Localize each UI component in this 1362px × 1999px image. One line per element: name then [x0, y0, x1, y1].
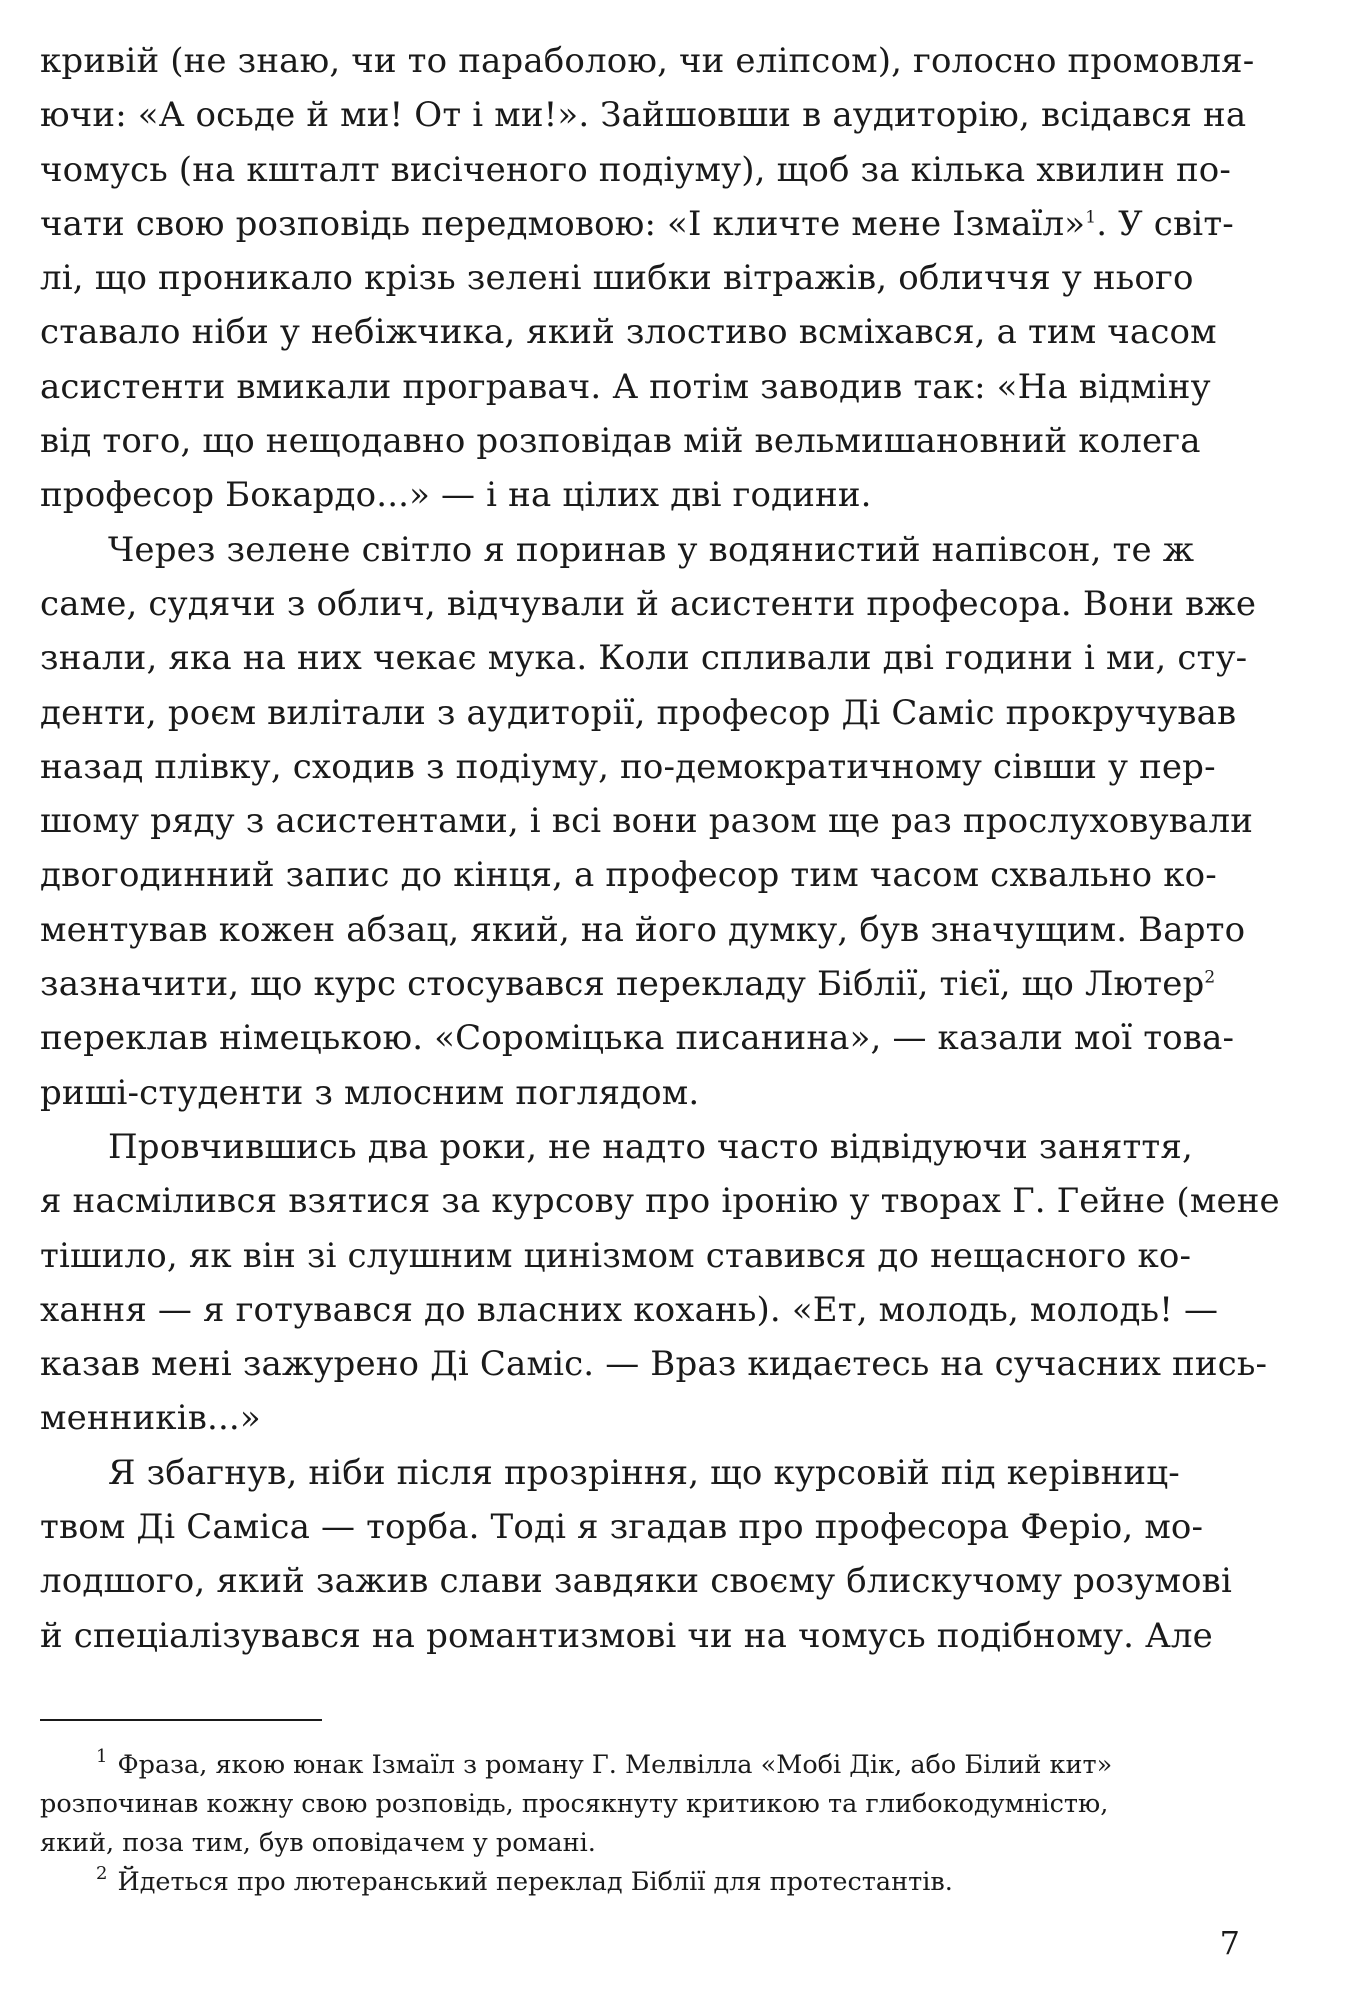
text-line-content: шому ряду з асистентами, і всі вони разом ще раз прослуховували	[40, 801, 1254, 842]
text-line	[40, 1229, 1240, 1283]
text-line-content: лі, що проникало крізь зелені шибки вітражів, обличчя у нього	[40, 258, 1194, 299]
text-line-content: твом Ді Саміса — торба. Тоді я згадав про професора Феріо, мо-	[40, 1507, 1204, 1548]
footnote-text: Йдеться про лютеранський переклад Біблії для протестантів.	[117, 1867, 953, 1897]
text-line-content: казав мені зажурено Ді Саміс. — Враз кидаєтесь на сучасних пись-	[40, 1344, 1268, 1385]
text-line	[40, 88, 1247, 142]
text-line-content: переклав німецькою. «Сороміцька писанина», — казали мої това-	[40, 1018, 1235, 1059]
text-line	[40, 1011, 1240, 1065]
text-line	[40, 1554, 1240, 1608]
text-line	[40, 1609, 1240, 1663]
text-line	[40, 34, 1255, 88]
text-line-content: Через зелене світло я поринав у водянистий напівсон, те ж	[108, 529, 1195, 570]
text-line	[40, 1066, 1240, 1120]
footnote-reference: 2	[1204, 967, 1216, 988]
text-line-content: лодшого, який зажив слави завдяки своєму блискучому розумові	[40, 1561, 1232, 1602]
text-line	[40, 305, 1240, 359]
text-line	[40, 740, 1240, 794]
text-line-content: чомусь (на кшталт висіченого подіуму), щоб за кілька хвилин по-	[40, 149, 1232, 190]
footnote-divider	[40, 1719, 322, 1721]
text-line	[40, 1120, 1240, 1174]
text-line-content: тішило, як він зі слушним цинізмом ставився до нещасного ко-	[40, 1235, 1192, 1276]
footnote-number: 1	[96, 1746, 108, 1767]
text-line	[40, 957, 1240, 1011]
text-line-content: назад плівку, сходив з подіуму, по-демократичному сівши у пер-	[40, 746, 1216, 787]
text-line	[40, 468, 1240, 522]
text-line-content: ючи: «А осьде й ми! От і ми!». Зайшовши в аудиторію, всідався на	[40, 95, 1247, 136]
text-line	[40, 848, 1240, 902]
text-line-content: професор Бокардо...» — і на цілих дві години.	[40, 475, 872, 516]
text-line	[40, 414, 1240, 468]
text-line	[40, 360, 1240, 414]
text-line-content: двогодинний запис до кінця, а професор тим часом схвально ко-	[40, 855, 1217, 896]
text-line	[40, 1174, 1280, 1228]
text-line-content: денти, роєм вилітали з аудиторії, професор Ді Саміс прокручував	[40, 692, 1237, 733]
footnote-line	[40, 1863, 1240, 1902]
text-line-content: й спеціалізувався на романтизмові чи на чомусь подібному. Але	[40, 1615, 1213, 1656]
text-line	[40, 631, 1248, 685]
text-line-continuation: . У світ-	[1096, 203, 1234, 244]
text-line-content: менників...»	[40, 1398, 261, 1439]
footnote-text: Фраза, якою юнак Ізмаїл з роману Г. Мелвілла «Мобі Дік, або Білий кит»	[117, 1750, 1113, 1780]
text-line	[40, 1446, 1240, 1500]
footnote-line	[40, 1746, 1240, 1785]
body-text	[40, 34, 1280, 1663]
text-line-content: я насмілився взятися за курсову про іронію у творах Г. Гейне (мене	[40, 1181, 1280, 1222]
text-line	[40, 143, 1240, 197]
text-line	[40, 577, 1257, 631]
text-line-content: Провчившись два роки, не надто часто відвідуючи заняття,	[108, 1126, 1193, 1167]
text-line	[40, 1391, 1240, 1445]
text-line	[40, 1337, 1268, 1391]
text-line-content: асистенти вмикали програвач. А потім заводив так: «На відміну	[40, 366, 1211, 407]
footnote-reference: 1	[1085, 207, 1097, 228]
footnote-number: 2	[96, 1863, 108, 1884]
text-line-content: Я збагнув, ніби після прозріння, що курсовій під керівниц-	[108, 1452, 1180, 1493]
text-line	[40, 1283, 1240, 1337]
text-line	[40, 686, 1240, 740]
text-line	[40, 794, 1254, 848]
page-number: 7	[1219, 1924, 1240, 1962]
text-line-content: ставало ніби у небіжчика, який злостиво всміхався, а тим часом	[40, 312, 1217, 353]
footnote-line	[40, 1824, 1240, 1863]
text-line	[40, 903, 1246, 957]
text-line-content: саме, судячи з облич, відчували й асистенти професора. Вони вже	[40, 583, 1257, 624]
footnote-text: розпочинав кожну свою розповідь, просякнуту критикою та глибокодумністю,	[40, 1789, 1109, 1819]
footnote-text: який, поза тим, був оповідачем у романі.	[40, 1828, 596, 1858]
footnotes	[40, 1746, 1240, 1902]
text-line	[40, 523, 1240, 577]
text-line-content: кривій (не знаю, чи то параболою, чи еліпсом), голосно промовля-	[40, 41, 1255, 81]
text-line-content: хання — я готувався до власних кохань). «Ет, молодь, молодь! —	[40, 1289, 1219, 1330]
text-line	[40, 1500, 1240, 1554]
book-page	[40, 34, 1280, 1974]
text-line-content: риші-студенти з млосним поглядом.	[40, 1072, 700, 1113]
text-line-content: чати свою розповідь передмовою: «І кличте мене Ізмаїл»	[40, 203, 1086, 244]
text-line	[40, 251, 1240, 305]
text-line-content: зазначити, що курс стосувався перекладу Біблії, тієї, що Лютер	[40, 964, 1205, 1005]
footnote-line	[40, 1785, 1240, 1824]
text-line-content: від того, що нещодавно розповідав мій вельмишановний колега	[40, 421, 1201, 462]
text-line	[40, 197, 1240, 251]
text-line-content: ментував кожен абзац, який, на його думку, був значущим. Варто	[40, 909, 1246, 950]
text-line-content: знали, яка на них чекає мука. Коли спливали дві години і ми, сту-	[40, 638, 1248, 679]
